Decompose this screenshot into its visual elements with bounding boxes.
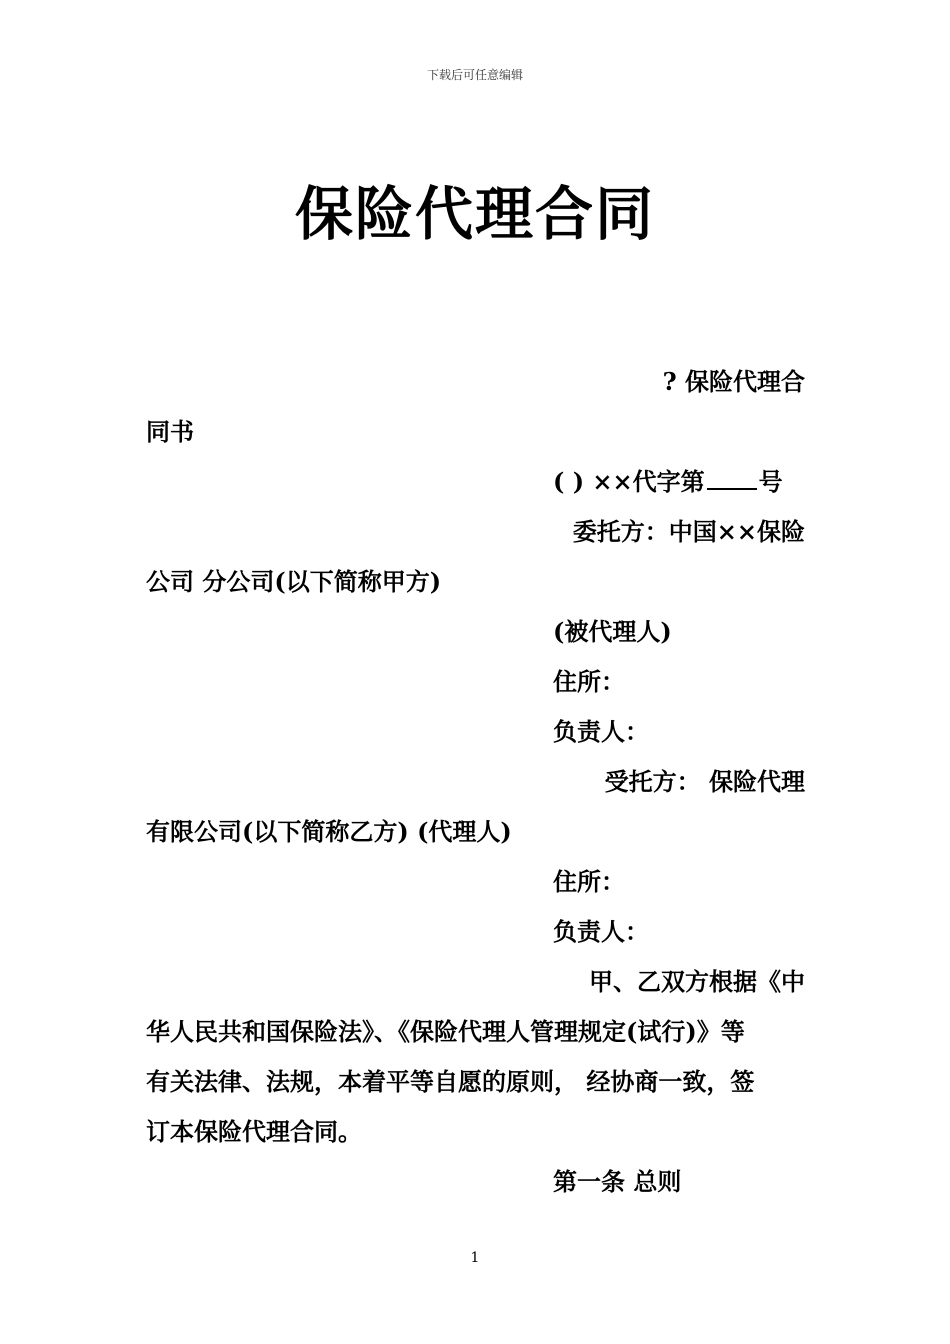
principal-line: 委托方：中国××保险	[572, 517, 805, 546]
header-note: 下载后可任意编辑	[426, 68, 523, 82]
contract-number-line	[553, 466, 783, 498]
contract-number-prefix: ( ) ××代字第	[553, 467, 705, 496]
principal-role: (被代理人)	[553, 617, 672, 646]
preamble-line-2: 华人民共和国保险法》、《保险代理人管理规定(试行)》等	[146, 1017, 745, 1046]
principal-address-label: 住所：	[553, 667, 625, 696]
document-title: 保险代理合同	[294, 180, 655, 248]
page-number: 1	[470, 1250, 480, 1266]
agent-address-label: 住所：	[553, 867, 625, 896]
agent-company-line: 有限公司(以下简称乙方) (代理人)	[146, 817, 512, 846]
contract-number-suffix: 号	[758, 467, 783, 496]
preamble-line-4: 订本保险代理合同。	[146, 1117, 362, 1146]
principal-representative-label: 负责人：	[553, 717, 649, 746]
contract-number-blank	[707, 466, 757, 490]
contract-line-2: 同书	[146, 417, 194, 446]
preamble-line-3: 有关法律、法规，本着平等自愿的原则， 经协商一致，签	[146, 1067, 755, 1096]
agent-line: 受托方： 保险代理	[604, 767, 805, 796]
contract-line-1: ? 保险代理合	[662, 367, 805, 396]
article-heading: 第一条 总则	[553, 1167, 682, 1196]
principal-company-line: 公司 分公司(以下简称甲方)	[146, 567, 442, 596]
agent-representative-label: 负责人：	[553, 917, 649, 946]
preamble-line-1: 甲、乙双方根据《中	[589, 967, 805, 996]
